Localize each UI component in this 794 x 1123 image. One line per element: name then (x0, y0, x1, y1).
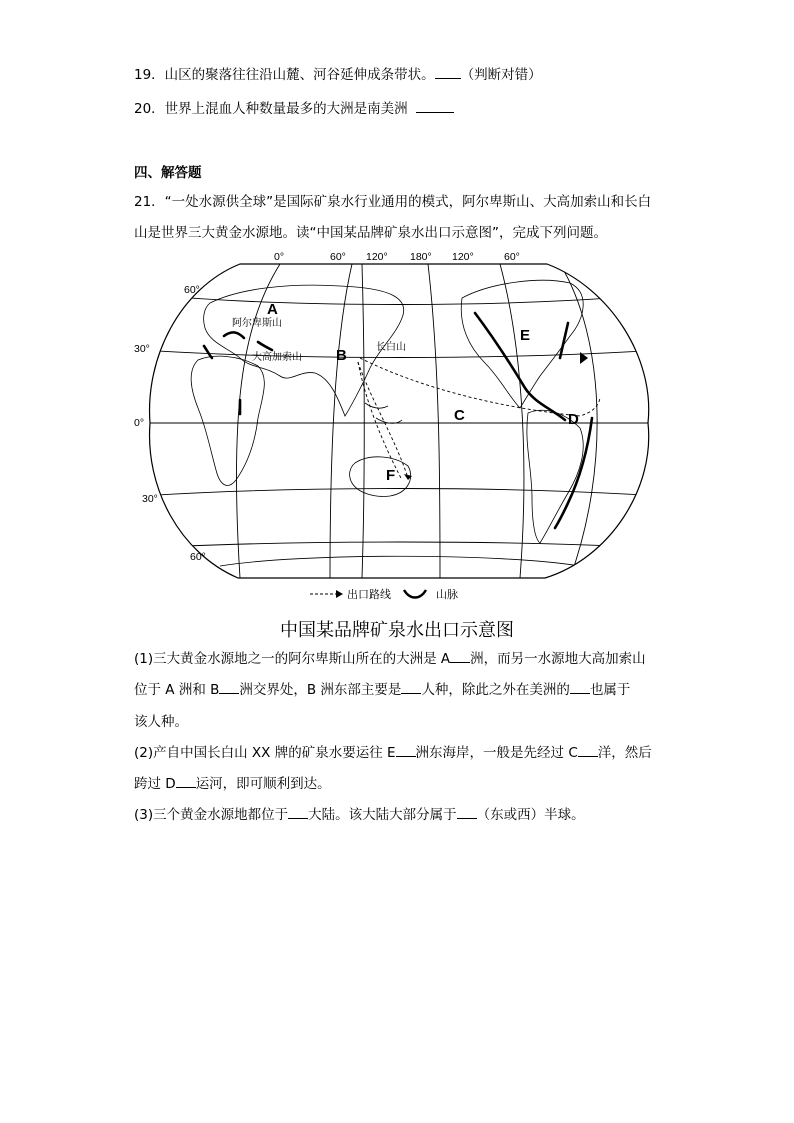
longitude-label: 180° (410, 251, 432, 263)
legend-mountain-icon (404, 590, 426, 598)
legend-arrow-icon (336, 590, 343, 598)
answer-blank[interactable] (435, 66, 461, 79)
text-segment: 也属于 (589, 682, 631, 698)
map-caption: 中国某品牌矿泉水出口示意图 (280, 620, 514, 641)
question-21-intro-line2: 山是世界三大黄金水源地。读“中国某品牌矿泉水出口示意图”，完成下列问题。 (134, 225, 607, 241)
question-19-text: 19．山区的聚落往往沿山麓、河谷延伸成条带状。 (134, 67, 435, 83)
question-19 (134, 66, 542, 84)
question-21-intro-line1: 21．“一处水源供全球”是国际矿泉水行业通用的模式，阿尔卑斯山、大高加索山和长白 (134, 194, 652, 210)
text-segment: 洲，而另一水源地大高加索山 (470, 651, 646, 667)
latitude-label: 60° (190, 551, 206, 563)
text-segment: 洲东海岸，一般是先经过 C (415, 745, 578, 761)
answer-blank[interactable] (288, 806, 308, 819)
longitude-labels (274, 251, 520, 263)
latitude-label: 0° (134, 417, 145, 429)
question-20 (134, 100, 454, 118)
letter-a: A (267, 301, 278, 318)
question-20-text: 20．世界上混血人种数量最多的大洲是南美洲 (134, 101, 408, 117)
sub-question-2-line1 (134, 744, 652, 762)
letter-c: C (454, 407, 465, 424)
text-segment: 运河，即可顺利到达。 (195, 776, 331, 792)
changbai-label: 长白山 (376, 342, 406, 353)
text-segment: 大陆。该大陆大部分属于 (308, 807, 457, 823)
answer-blank[interactable] (450, 650, 470, 663)
legend-mountain-label: 山脉 (436, 589, 458, 601)
world-map (134, 248, 660, 608)
text-segment: (2)产自中国长白山 XX 牌的矿泉水要运往 E (134, 745, 396, 761)
letter-f: F (386, 467, 396, 484)
text-segment: 人种，除此之外在美洲的 (421, 682, 570, 698)
text-segment: 洋，然后 (597, 745, 652, 761)
answer-blank[interactable] (457, 806, 477, 819)
text-segment: （东或西）半球。 (476, 807, 585, 823)
latitude-label: 60° (184, 284, 200, 296)
sub-question-1-line1 (134, 650, 646, 668)
answer-blank[interactable] (401, 681, 421, 694)
sub-question-2-line2 (134, 775, 331, 793)
answer-blank[interactable] (219, 681, 239, 694)
sub-question-1-line3: 该人种。 (134, 714, 188, 730)
answer-blank[interactable] (396, 744, 416, 757)
text-segment: (1)三大黄金水源地之一的阿尔卑斯山所在的大洲是 A (134, 651, 451, 667)
legend-route-label: 出口路线 (347, 589, 391, 601)
longitude-label: 60° (504, 251, 520, 263)
answer-blank[interactable] (176, 775, 196, 788)
caucasus-label: 大高加索山 (252, 352, 302, 363)
latitude-label: 30° (134, 343, 150, 355)
text-segment: (3)三个黄金水源地都位于 (134, 807, 289, 823)
text-segment: 位于 A 洲和 B (134, 682, 220, 698)
text-segment: 跨过 D (134, 776, 176, 792)
longitude-label: 120° (366, 251, 388, 263)
letter-b: B (336, 347, 347, 364)
longitude-label: 120° (452, 251, 474, 263)
alps-label: 阿尔卑斯山 (232, 318, 282, 329)
answer-blank[interactable] (416, 100, 454, 113)
section-title: 四、解答题 (134, 165, 202, 181)
answer-blank[interactable] (570, 681, 590, 694)
latitude-label: 30° (142, 493, 158, 505)
sub-question-3-line1 (134, 806, 585, 824)
text-segment: 洲交界处，B 洲东部主要是 (239, 682, 402, 698)
letter-e: E (520, 327, 531, 344)
longitude-label: 60° (330, 251, 346, 263)
answer-blank[interactable] (578, 744, 598, 757)
map-legend (310, 587, 458, 601)
question-19-suffix: （判断对错） (460, 67, 542, 83)
letter-d: D (568, 411, 579, 428)
world-map-figure (134, 248, 660, 608)
longitude-label: 0° (274, 251, 285, 263)
sub-question-1-line2 (134, 681, 630, 699)
